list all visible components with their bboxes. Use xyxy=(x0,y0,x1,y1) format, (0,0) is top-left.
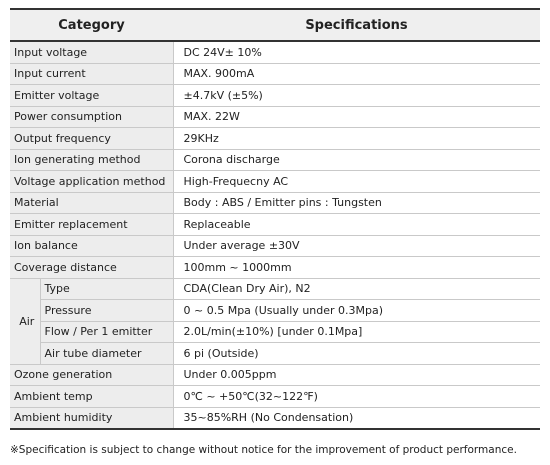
spec-value: Under 0.005ppm xyxy=(173,364,540,386)
spec-row xyxy=(10,407,540,429)
spec-value: 100mm ~ 1000mm xyxy=(173,257,540,279)
spec-value: Body : ABS / Emitter pins : Tungsten xyxy=(173,192,540,214)
spec-row xyxy=(10,214,540,236)
spec-row xyxy=(10,192,540,214)
specifications-header: Specifications xyxy=(173,9,540,41)
spec-category: Type xyxy=(40,278,173,300)
spec-row xyxy=(10,386,540,408)
spec-row xyxy=(10,63,540,85)
spec-value: CDA(Clean Dry Air), N2 xyxy=(173,278,540,300)
spec-value: 0 ~ 0.5 Mpa (Usually under 0.3Mpa) xyxy=(173,300,540,322)
spec-category: Output frequency xyxy=(10,128,173,150)
spec-category: Ambient temp xyxy=(10,386,173,408)
spec-row xyxy=(10,257,540,279)
header-row xyxy=(10,9,540,41)
spec-table xyxy=(10,8,540,430)
spec-row xyxy=(10,41,540,63)
spec-row xyxy=(10,171,540,193)
spec-row xyxy=(10,106,540,128)
category-header: Category xyxy=(10,9,173,41)
spec-value: 6 pi (Outside) xyxy=(173,343,540,365)
air-spec-row xyxy=(10,343,540,365)
spec-value: Under average ±30V xyxy=(173,235,540,257)
spec-value: MAX. 900mA xyxy=(173,63,540,85)
spec-category: Ozone generation xyxy=(10,364,173,386)
spec-value: 2.0L/min(±10%) [under 0.1Mpa] xyxy=(173,321,540,343)
spec-category: Air tube diameter xyxy=(40,343,173,365)
spec-row xyxy=(10,149,540,171)
spec-value: DC 24V± 10% xyxy=(173,41,540,63)
spec-category: Ambient humidity xyxy=(10,407,173,429)
spec-category: Input current xyxy=(10,63,173,85)
spec-row xyxy=(10,128,540,150)
spec-row xyxy=(10,85,540,107)
spec-row xyxy=(10,364,540,386)
spec-category: Emitter replacement xyxy=(10,214,173,236)
spec-value: 29KHz xyxy=(173,128,540,150)
spec-row xyxy=(10,235,540,257)
spec-value: MAX. 22W xyxy=(173,106,540,128)
spec-category: Power consumption xyxy=(10,106,173,128)
spec-value: Replaceable xyxy=(173,214,540,236)
spec-value: ±4.7kV (±5%) xyxy=(173,85,540,107)
footnote: ※Specification is subject to change without notice for the improvement of product performance. xyxy=(10,444,517,456)
spec-category: Coverage distance xyxy=(10,257,173,279)
spec-value: 0℃ ~ +50℃(32~122℉) xyxy=(173,386,540,408)
spec-category: Ion generating method xyxy=(10,149,173,171)
spec-category: Input voltage xyxy=(10,41,173,63)
air-spec-row xyxy=(10,321,540,343)
spec-category: Voltage application method xyxy=(10,171,173,193)
spec-category: Emitter voltage xyxy=(10,85,173,107)
air-spec-row xyxy=(10,300,540,322)
spec-category: Ion balance xyxy=(10,235,173,257)
spec-value: High-Frequecny AC xyxy=(173,171,540,193)
spec-value: Corona discharge xyxy=(173,149,540,171)
air-group-label: Air xyxy=(10,278,40,364)
spec-value: 35~85%RH (No Condensation) xyxy=(173,407,540,429)
air-spec-row xyxy=(10,278,540,300)
spec-category: Material xyxy=(10,192,173,214)
spec-category: Flow / Per 1 emitter xyxy=(40,321,173,343)
spec-category: Pressure xyxy=(40,300,173,322)
